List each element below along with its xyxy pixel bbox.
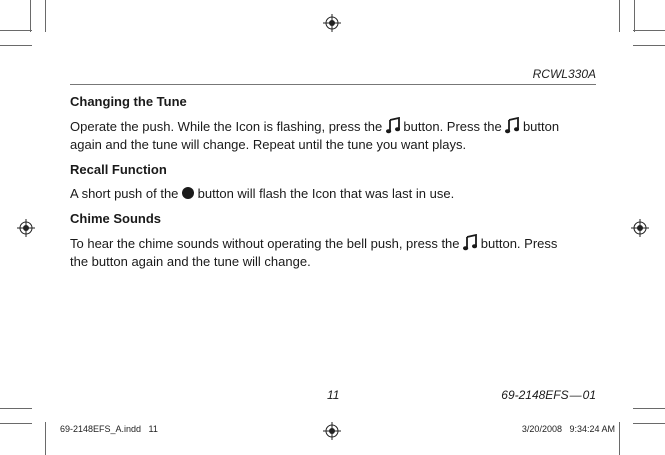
text-fragment: button will flash the Icon that was last in use. <box>197 186 455 201</box>
text-fragment: button. Press <box>480 236 558 251</box>
document-code: 69-2148EFS — 01 <box>501 388 596 402</box>
section-heading-recall-function: Recall Function <box>70 162 167 177</box>
music-note-icon <box>463 234 477 251</box>
text-fragment: A short push of the <box>70 186 179 201</box>
slug-timestamp: 3/20/2008 9:34:24 AM <box>521 424 615 434</box>
crop-mark-top-left-vertical <box>30 0 31 32</box>
crop-mark-bottom-left-vertical <box>45 422 46 455</box>
music-note-icon <box>505 117 519 134</box>
crop-mark-bottom-right-horizontal <box>633 408 665 409</box>
text-fragment: button <box>522 119 560 134</box>
manual-content <box>70 93 600 278</box>
crop-mark-bottom-left-horizontal-inner <box>0 423 32 424</box>
registration-mark-icon <box>631 219 649 237</box>
section-text-chime-sounds <box>70 234 600 271</box>
slug-filename: 69-2148EFS_A.indd 11 <box>60 424 158 434</box>
crop-mark-top-right-horizontal-inner <box>633 45 665 46</box>
crop-mark-bottom-right-horizontal-inner <box>633 423 665 424</box>
text-fragment: To hear the chime sounds without operating the bell push, press the <box>70 236 460 251</box>
crop-mark-top-right-vertical <box>619 0 620 32</box>
registration-mark-icon <box>323 422 341 440</box>
registration-mark-icon <box>323 14 341 32</box>
crop-mark-bottom-right-vertical <box>619 422 620 455</box>
crop-mark-top-left-vertical-inner <box>45 0 46 32</box>
text-fragment: again and the tune will change. Repeat until the tune you want plays. <box>70 137 467 152</box>
crop-mark-top-left-horizontal-inner <box>0 30 32 31</box>
section-text-changing-tune <box>70 117 600 154</box>
crop-mark-top-right-horizontal <box>633 30 665 31</box>
crop-mark-bottom-left-horizontal <box>0 408 32 409</box>
text-fragment: button. Press the <box>403 119 502 134</box>
model-number: RCWL330A <box>532 67 596 81</box>
section-heading-chime-sounds: Chime Sounds <box>70 211 162 226</box>
crop-mark-top-right-vertical-inner <box>634 0 635 32</box>
music-note-icon <box>386 117 400 134</box>
crop-mark-top-left-horizontal <box>0 45 32 46</box>
text-fragment: the button again and the tune will change. <box>70 254 311 269</box>
page-number: 11 <box>327 388 340 402</box>
header-rule <box>70 84 596 85</box>
text-fragment: Operate the push. While the Icon is flashing, press the <box>70 119 383 134</box>
section-text-recall-function <box>70 185 600 203</box>
registration-mark-icon <box>17 219 35 237</box>
black-dot-button-icon <box>182 187 194 199</box>
section-heading-changing-tune: Changing the Tune <box>70 94 187 109</box>
